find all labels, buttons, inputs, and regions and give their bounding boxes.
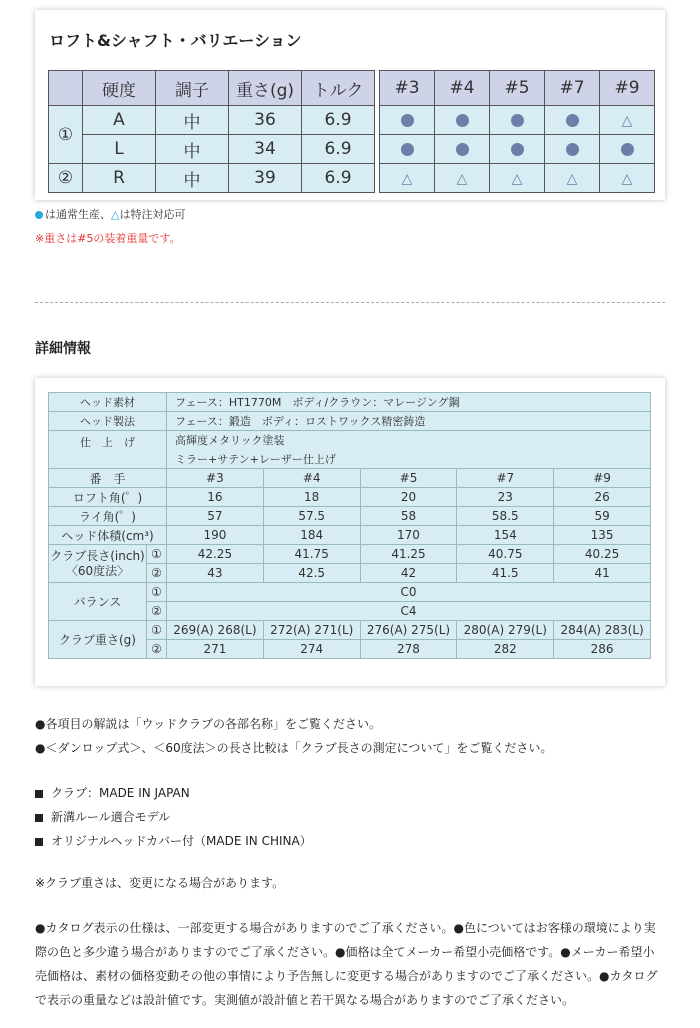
spec-value: 286: [554, 640, 651, 659]
row-marker: ①: [147, 583, 167, 602]
availability-mark: [600, 106, 655, 135]
legend-tri-text: は特注対応可: [119, 208, 186, 221]
row-marker: ①: [147, 621, 167, 640]
spec-value: 282: [457, 640, 554, 659]
legend-dot-text: は通常生産、: [45, 208, 111, 221]
availability-mark: [490, 106, 545, 135]
availability-legend: [35, 206, 185, 222]
kick-cell: 中: [156, 106, 229, 135]
spec-label: 仕 上 げ: [49, 431, 167, 469]
spec-value: 278: [360, 640, 457, 659]
spec-row: [49, 621, 651, 640]
kick-cell: 中: [156, 164, 229, 193]
spec-value: ミラー+サテン+レーザー仕上げ: [167, 450, 651, 469]
spec-value: 高輝度メタリック塗装: [167, 431, 651, 450]
spec-value: 42.5: [263, 564, 360, 583]
spec-value: 57: [167, 507, 264, 526]
spec-value: 20: [360, 488, 457, 507]
spec-value: 41.25: [360, 545, 457, 564]
torque-cell: 6.9: [302, 164, 375, 193]
spec-value: 41.5: [457, 564, 554, 583]
spec-value: C0: [167, 583, 651, 602]
header-4: #4: [435, 71, 490, 106]
special-order-triangle-icon: △: [621, 171, 633, 187]
feature-club: クラブ：MADE IN JAPAN: [51, 786, 190, 800]
availability-mark: [435, 164, 490, 193]
row-marker: ②: [147, 640, 167, 659]
spec-value: 170: [360, 526, 457, 545]
kick-cell: 中: [156, 135, 229, 164]
spec-value: 26: [554, 488, 651, 507]
spec-label: ヘッド製法: [49, 412, 167, 431]
header-5: #5: [490, 71, 545, 106]
spec-label: ヘッド体積(cm³): [49, 526, 167, 545]
spec-row: [49, 412, 651, 431]
availability-mark: [380, 106, 435, 135]
spec-value: 42: [360, 564, 457, 583]
weight-cell: 39: [229, 164, 302, 193]
loft-header-row: [49, 71, 655, 106]
availability-mark: [435, 135, 490, 164]
availability-mark: [600, 135, 655, 164]
standard-dot-icon: [621, 143, 634, 156]
spec-value: 135: [554, 526, 651, 545]
feature-item: [35, 805, 312, 829]
catalog-disclaimer: ●カタログ表示の仕様は、一部変更する場合がありますのでご了承ください。●色についてはお客様の環境により実際の色と多少違う場合がありますのでご了承ください。●価格は全てメーカー希望小売価格です。●メーカー希望小売価格は、素材の価格変動その他の事情により予告無しに変更する場合がありますのでご了承ください。●カタログで表示の重量などは設計値です。実測値が設計値と若干異なる場合がありますのでご了承ください。: [35, 921, 658, 1007]
spec-value: C4: [167, 602, 651, 621]
spec-row: [49, 469, 651, 488]
length-label-line2: 〈60度法〉: [65, 563, 130, 578]
special-order-triangle-icon: △: [621, 113, 633, 129]
feature-groove: 新溝ルール適合モデル: [51, 810, 171, 824]
standard-dot-icon: [566, 143, 579, 156]
spec-row: [49, 431, 651, 450]
spec-value: 58.5: [457, 507, 554, 526]
spec-value: 271: [167, 640, 264, 659]
spec-value: 269(A) 268(L): [167, 621, 264, 640]
spec-value: 41.75: [263, 545, 360, 564]
spec-row: [49, 488, 651, 507]
availability-mark: [545, 106, 600, 135]
spec-row: [49, 526, 651, 545]
header-torque: トルク: [302, 71, 375, 106]
availability-mark: [380, 164, 435, 193]
spec-value: #3: [167, 469, 264, 488]
row-marker: ①: [147, 545, 167, 564]
header-9: #9: [600, 71, 655, 106]
group-label: ②: [49, 164, 83, 193]
special-order-triangle-icon: △: [456, 171, 468, 187]
reference-notes: [35, 712, 552, 760]
loft-row: [49, 164, 655, 193]
availability-mark: [490, 164, 545, 193]
hardness-cell: L: [83, 135, 156, 164]
header-7: #7: [545, 71, 600, 106]
feature-item: [35, 781, 312, 805]
header-blank: [49, 71, 83, 106]
spec-value: #5: [360, 469, 457, 488]
weight-note: ※重さは#5の装着重量です。: [35, 232, 181, 245]
detail-card: [35, 378, 665, 686]
spec-row: [49, 545, 651, 564]
header-weight: 重さ(g): [229, 71, 302, 106]
spec-value: 57.5: [263, 507, 360, 526]
product-features: [35, 781, 312, 853]
square-bullet-icon: [35, 838, 43, 846]
spec-label: ライ角(゜): [49, 507, 167, 526]
note-parts-names: ●各項目の解説は「ウッドクラブの各部名称」をご覧ください。: [35, 717, 381, 731]
header-kick: 調子: [156, 71, 229, 106]
spec-label: 番 手: [49, 469, 167, 488]
spec-value: 272(A) 271(L): [263, 621, 360, 640]
availability-mark: [380, 135, 435, 164]
spec-value: 154: [457, 526, 554, 545]
spec-value: 58: [360, 507, 457, 526]
square-bullet-icon: [35, 790, 43, 798]
special-order-triangle-icon: △: [511, 171, 523, 187]
detail-title: 詳細情報: [35, 341, 91, 357]
feature-cover: オリジナルヘッドカバー付（MADE IN CHINA）: [51, 834, 312, 848]
spec-value: 41: [554, 564, 651, 583]
availability-mark: [490, 135, 545, 164]
availability-mark: [545, 164, 600, 193]
standard-dot-icon: [456, 114, 469, 127]
row-marker: ②: [147, 564, 167, 583]
standard-dot-icon: [401, 143, 414, 156]
spec-label: ヘッド素材: [49, 393, 167, 412]
spec-value: #7: [457, 469, 554, 488]
spec-row: [49, 583, 651, 602]
note-length-compare: ●＜ダンロップ式＞、＜60度法＞の長さ比較は「クラブ長さの測定について」をご覧ください。: [35, 741, 553, 755]
spec-value: 59: [554, 507, 651, 526]
spec-value: 18: [263, 488, 360, 507]
spec-value: 40.75: [457, 545, 554, 564]
spec-value: 40.25: [554, 545, 651, 564]
row-marker: ②: [147, 602, 167, 621]
spec-label: [49, 545, 147, 583]
square-bullet-icon: [35, 814, 43, 822]
header-3: #3: [380, 71, 435, 106]
spec-row: [49, 507, 651, 526]
spec-value: 23: [457, 488, 554, 507]
standard-dot-icon: [456, 143, 469, 156]
spec-value: 42.25: [167, 545, 264, 564]
group-label: ①: [49, 106, 83, 164]
spec-value: 43: [167, 564, 264, 583]
weight-cell: 34: [229, 135, 302, 164]
header-hardness: 硬度: [83, 71, 156, 106]
spec-value: #9: [554, 469, 651, 488]
standard-dot-icon: [35, 211, 43, 219]
section-divider: [35, 302, 665, 303]
spec-value: #4: [263, 469, 360, 488]
weight-cell: 36: [229, 106, 302, 135]
spec-value: 284(A) 283(L): [554, 621, 651, 640]
loft-shaft-card: [35, 10, 665, 200]
standard-dot-icon: [511, 114, 524, 127]
loft-shaft-title: ロフト&シャフト・バリエーション: [49, 31, 302, 50]
spec-label: ロフト角(゜): [49, 488, 167, 507]
hardness-cell: R: [83, 164, 156, 193]
availability-mark: [545, 135, 600, 164]
special-order-triangle-icon: △: [401, 171, 413, 187]
spec-value: 184: [263, 526, 360, 545]
special-order-triangle-icon: △: [111, 208, 120, 221]
loft-row: [49, 135, 655, 164]
availability-mark: [600, 164, 655, 193]
special-order-triangle-icon: △: [566, 171, 578, 187]
hardness-cell: A: [83, 106, 156, 135]
length-label-line1: クラブ長さ(inch): [50, 548, 145, 563]
standard-dot-icon: [566, 114, 579, 127]
spec-value: 190: [167, 526, 264, 545]
spec-label: クラブ重さ(g): [49, 621, 147, 659]
standard-dot-icon: [401, 114, 414, 127]
torque-cell: 6.9: [302, 135, 375, 164]
spec-value: 276(A) 275(L): [360, 621, 457, 640]
spec-value: 274: [263, 640, 360, 659]
loft-shaft-table: [48, 70, 655, 193]
availability-mark: [435, 106, 490, 135]
spec-row: [49, 393, 651, 412]
torque-cell: 6.9: [302, 106, 375, 135]
spec-value: フェース：鍛造 ボディ：ロストワックス精密鋳造: [167, 412, 651, 431]
spec-label: バランス: [49, 583, 147, 621]
weight-change-note: ※クラブ重さは、変更になる場合があります。: [35, 876, 285, 890]
detail-spec-table: [48, 392, 651, 659]
spec-value: フェース：HT1770M ボディ/クラウン：マレージング鋼: [167, 393, 651, 412]
spec-value: 16: [167, 488, 264, 507]
feature-item: [35, 829, 312, 853]
standard-dot-icon: [511, 143, 524, 156]
spec-value: 280(A) 279(L): [457, 621, 554, 640]
loft-row: [49, 106, 655, 135]
